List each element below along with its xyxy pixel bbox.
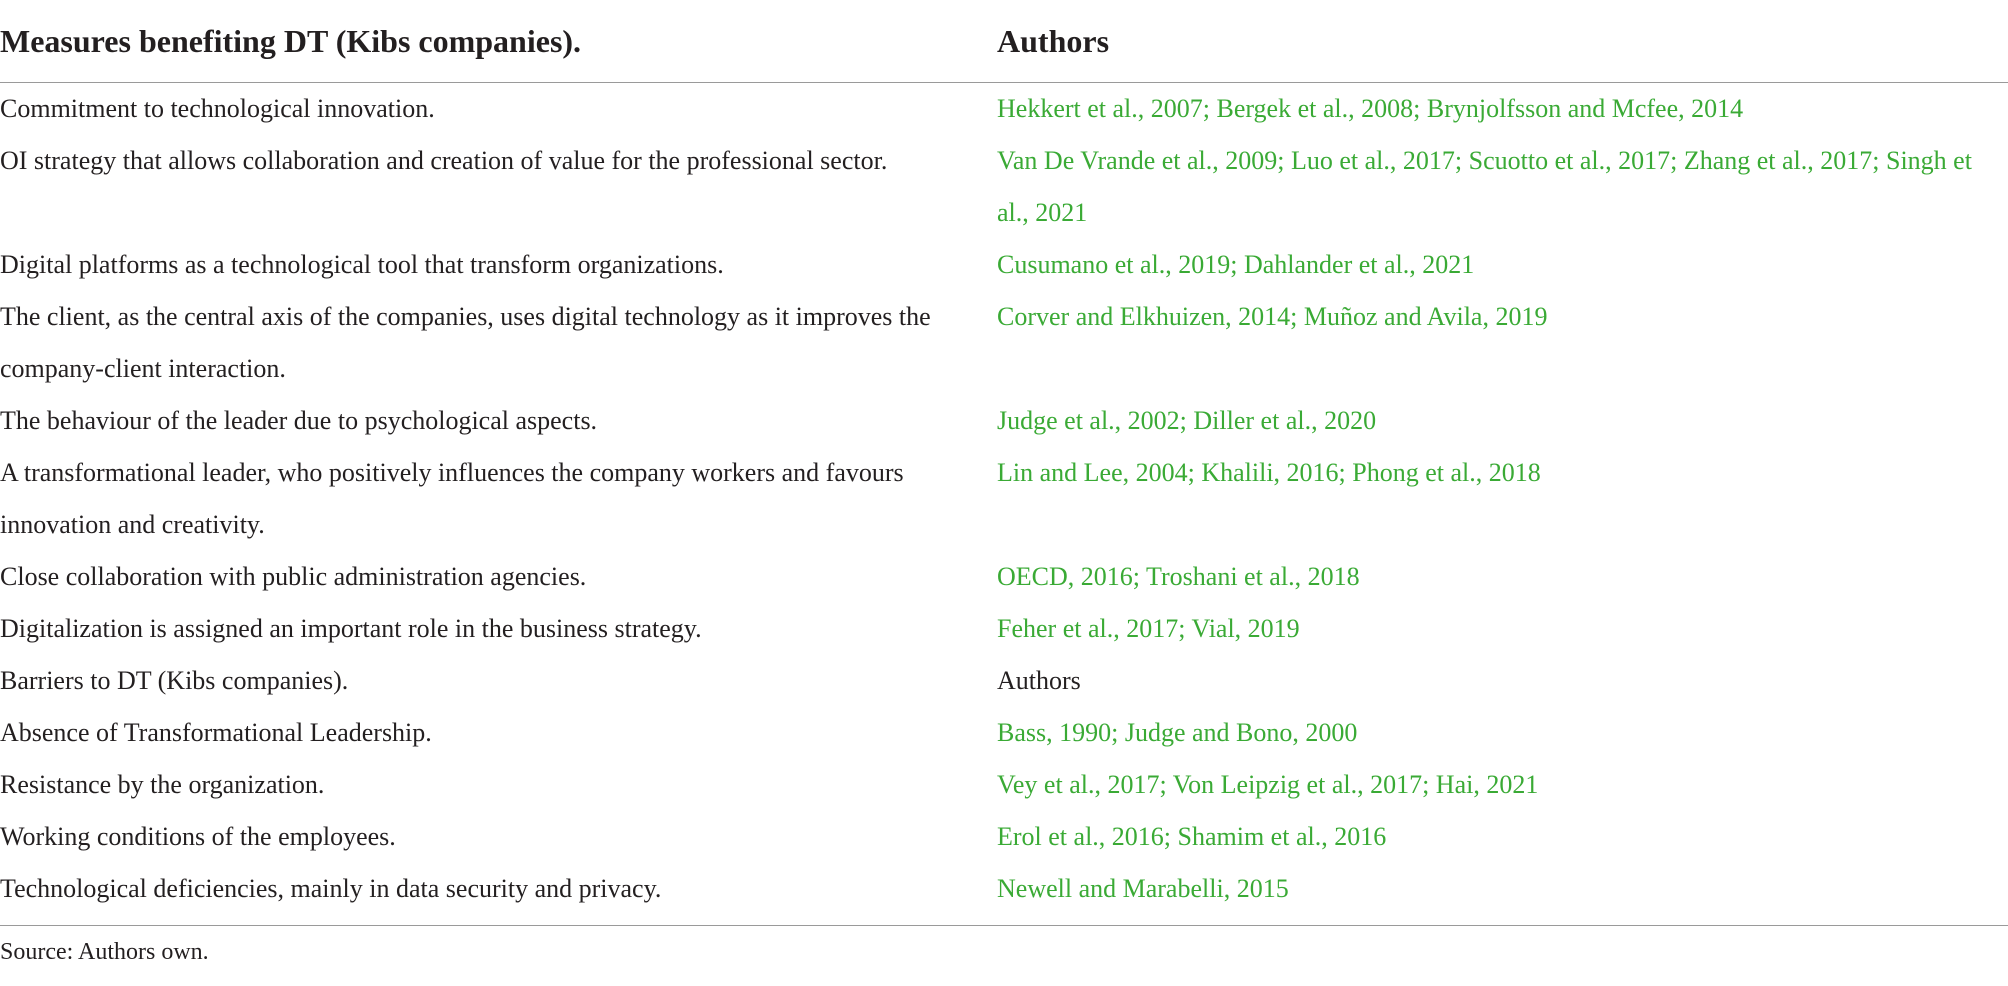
measure-cell: Absence of Transformational Leadership.: [0, 718, 432, 747]
measure-cell: The client, as the central axis of the companies, uses digital technology as it improves the company-client interaction.: [0, 302, 931, 383]
authors-cell[interactable]: Newell and Marabelli, 2015: [997, 874, 1289, 903]
table-row: [0, 135, 2008, 239]
barriers-authors-heading-cell: Authors: [997, 666, 1081, 695]
header-measures: Measures benefiting DT (Kibs companies).: [0, 0, 997, 83]
measure-cell: Working conditions of the employees.: [0, 822, 396, 851]
table-row: [0, 811, 2008, 863]
authors-cell[interactable]: Erol et al., 2016; Shamim et al., 2016: [997, 822, 1387, 851]
measure-cell: The behaviour of the leader due to psychological aspects.: [0, 406, 598, 435]
measure-cell: Digitalization is assigned an important role in the business strategy.: [0, 614, 702, 643]
table-row: [0, 239, 2008, 291]
authors-cell[interactable]: Lin and Lee, 2004; Khalili, 2016; Phong et al., 2018: [997, 458, 1541, 487]
measure-cell: Technological deficiencies, mainly in data security and privacy.: [0, 874, 662, 903]
authors-cell[interactable]: Hekkert et al., 2007; Bergek et al., 2008; Brynjolfsson and Mcfee, 2014: [997, 94, 1744, 123]
table-row: [0, 395, 2008, 447]
table-row: [0, 707, 2008, 759]
table-row: [0, 447, 2008, 551]
authors-cell[interactable]: Corver and Elkhuizen, 2014; Muñoz and Avila, 2019: [997, 302, 1548, 331]
table-row: [0, 759, 2008, 811]
authors-cell[interactable]: Cusumano et al., 2019; Dahlander et al., 2021: [997, 250, 1475, 279]
measure-cell: Resistance by the organization.: [0, 770, 325, 799]
table-row: [0, 603, 2008, 655]
measure-cell: Close collaboration with public administration agencies.: [0, 562, 587, 591]
table-row: [0, 291, 2008, 395]
authors-cell[interactable]: Bass, 1990; Judge and Bono, 2000: [997, 718, 1358, 747]
authors-cell[interactable]: Judge et al., 2002; Diller et al., 2020: [997, 406, 1377, 435]
measure-cell: OI strategy that allows collaboration and creation of value for the professional sector.: [0, 146, 888, 175]
measure-cell: Commitment to technological innovation.: [0, 94, 435, 123]
authors-cell[interactable]: Van De Vrande et al., 2009; Luo et al., 2017; Scuotto et al., 2017; Zhang et al., 2017; Singh et al., 2021: [997, 146, 1972, 227]
measure-cell: A transformational leader, who positively influences the company workers and favours innovation and creativity.: [0, 458, 904, 539]
measure-cell: Digital platforms as a technological tool that transform organizations.: [0, 250, 724, 279]
authors-cell[interactable]: Vey et al., 2017; Von Leipzig et al., 2017; Hai, 2021: [997, 770, 1539, 799]
table-row: [0, 863, 2008, 915]
authors-cell[interactable]: OECD, 2016; Troshani et al., 2018: [997, 562, 1360, 591]
table-footnote: Source: Authors own.: [0, 939, 209, 965]
table-row: [0, 83, 2008, 136]
header-authors: Authors: [997, 0, 2008, 83]
authors-cell[interactable]: Feher et al., 2017; Vial, 2019: [997, 614, 1300, 643]
table-row: [0, 551, 2008, 603]
barriers-heading-cell: Barriers to DT (Kibs companies).: [0, 666, 349, 695]
table-subheader-row: [0, 655, 2008, 707]
table-header-row: [0, 0, 2008, 83]
